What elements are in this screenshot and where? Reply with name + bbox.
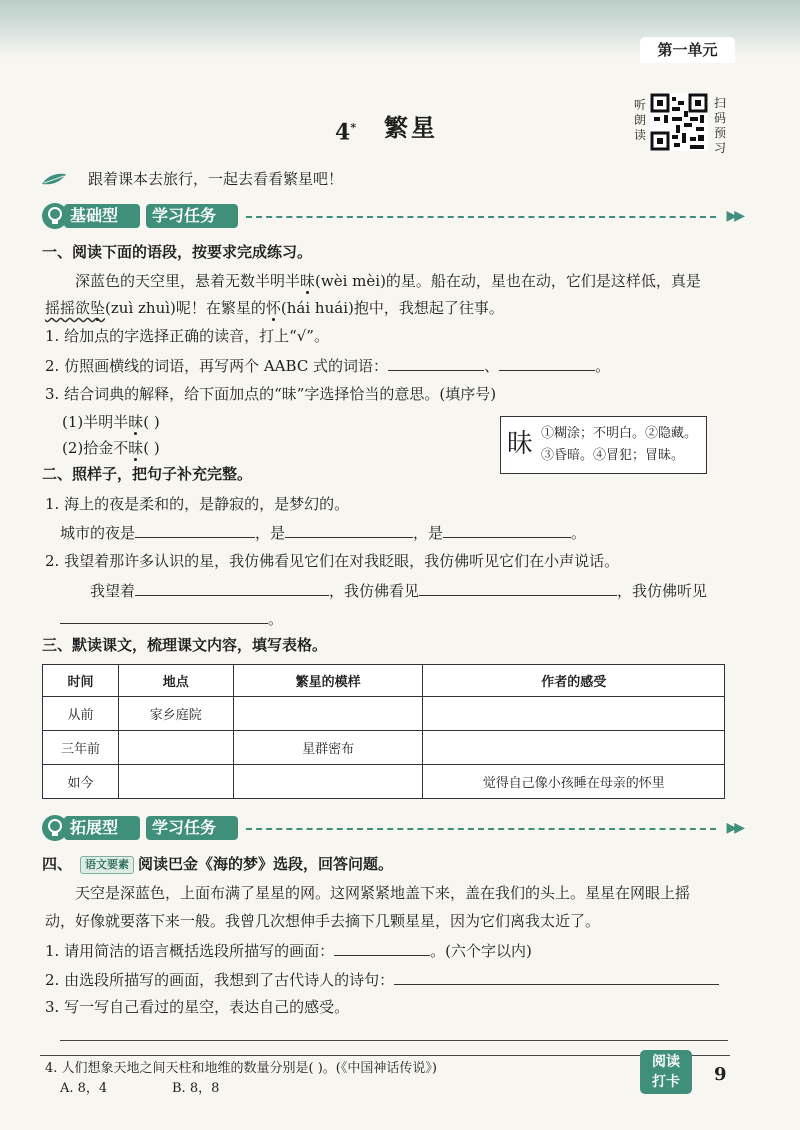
table-header: 繁星的模样 bbox=[233, 665, 423, 697]
language-element-tag: 语文要素 bbox=[80, 856, 134, 874]
q2-fill1: 城市的夜是 ，是 ，是 。 bbox=[60, 524, 587, 542]
q3-heading: 三、默读课文，梳理课文内容，填写表格。 bbox=[42, 636, 328, 654]
q1-sub3: 3. 结合词典的解释，给下面加点的“昧”字选择恰当的意思。(填序号) bbox=[45, 385, 497, 403]
q4-paragraph-line2: 动，好像就要落下来一般。我曾几次想伸手去摘下几颗星星，因为它们离我太近了。 bbox=[45, 912, 601, 930]
dictionary-meaning-1: ①糊涂；不明白。②隐藏。 bbox=[541, 426, 698, 441]
table-row bbox=[43, 731, 725, 765]
dictionary-character: 昧 bbox=[507, 429, 534, 459]
table-header: 地点 bbox=[118, 665, 233, 697]
arrow-right-icon: ▶▶ bbox=[726, 208, 742, 224]
blank-field[interactable] bbox=[135, 522, 255, 538]
summary-table bbox=[42, 664, 725, 799]
arrow-right-icon: ▶▶ bbox=[726, 820, 742, 836]
blank-field[interactable] bbox=[419, 580, 617, 596]
page-number: 9 bbox=[714, 1064, 727, 1085]
q2-sentence2: 2. 我望着那许多认识的星，我仿佛看见它们在对我眨眼，我仿佛听见它们在小声说话。 bbox=[45, 552, 620, 570]
blank-field[interactable] bbox=[135, 580, 329, 596]
table-cell[interactable] bbox=[118, 765, 233, 799]
table-cell[interactable] bbox=[423, 697, 725, 731]
table-cell[interactable] bbox=[233, 697, 423, 731]
q4-heading: 四、 语文要素 阅读巴金《海的梦》选段，回答问题。 bbox=[42, 855, 394, 873]
blank-field[interactable] bbox=[285, 522, 413, 538]
leaf-icon bbox=[40, 170, 72, 194]
intro-text: 跟着课本去旅行，一起去看看繁星吧！ bbox=[88, 170, 344, 188]
section-extend-type: 拓展型 bbox=[64, 816, 140, 840]
table-row bbox=[43, 765, 725, 799]
table-header-row bbox=[43, 665, 725, 697]
q2-fill2: 我望着 ，我仿佛看见 ，我仿佛听见 bbox=[90, 582, 708, 600]
table-cell: 家乡庭院 bbox=[118, 697, 233, 731]
q2-fill2-cont: 。 bbox=[60, 608, 283, 630]
section-basic-task: 学习任务 bbox=[146, 204, 238, 228]
q1-paragraph-line1: 深蓝色的天空里，悬着无数半明半昧(wèi mèi)的星。船在动，星也在动，它们是这样低，真是 bbox=[75, 272, 701, 290]
reading-checkin-badge[interactable]: 阅读 打卡 bbox=[640, 1050, 692, 1094]
footer-option-a[interactable]: A. 8，4 bbox=[60, 1081, 108, 1096]
table-cell[interactable] bbox=[118, 731, 233, 765]
q4-sub1: 1. 请用简洁的语言概括选段所描写的画面： 。(六个字以内) bbox=[45, 942, 532, 960]
table-cell[interactable] bbox=[233, 765, 423, 799]
blank-field[interactable] bbox=[334, 940, 430, 956]
q1-sub2: 2. 仿照画横线的词语，再写两个 AABC 式的词语： 、 。 bbox=[45, 357, 611, 375]
table-cell: 三年前 bbox=[43, 731, 119, 765]
dictionary-meaning-2: ③昏暗。④冒犯；冒昧。 bbox=[541, 448, 685, 463]
table-cell[interactable] bbox=[423, 731, 725, 765]
blank-field[interactable] bbox=[394, 969, 719, 985]
table-cell: 觉得自己像小孩睡在母亲的怀里 bbox=[423, 765, 725, 799]
q4-sub3: 3. 写一写自己看过的星空，表达自己的感受。 bbox=[45, 998, 350, 1016]
blank-field[interactable] bbox=[443, 522, 571, 538]
footer-question: 4. 人们想象天地之间天柱和地维的数量分别是( )。(《中国神话传说》) bbox=[45, 1061, 437, 1076]
dictionary-box bbox=[500, 416, 707, 474]
qr-listen-label: 听朗读 bbox=[633, 98, 646, 142]
footer-divider bbox=[40, 1055, 730, 1056]
table-header: 作者的感受 bbox=[423, 665, 725, 697]
q1-sub1: 1. 给加点的字选择正确的读音，打上“√”。 bbox=[45, 327, 329, 345]
table-cell: 如今 bbox=[43, 765, 119, 799]
q2-sentence1: 1. 海上的夜是柔和的，是静寂的，是梦幻的。 bbox=[45, 495, 350, 513]
q1-option1: (1)半明半昧( ) bbox=[62, 413, 160, 431]
table-cell: 星群密布 bbox=[233, 731, 423, 765]
unit-label: 第一单元 bbox=[640, 37, 735, 63]
section-basic-bar bbox=[42, 201, 742, 231]
q1-heading: 一、阅读下面的语段，按要求完成练习。 bbox=[42, 243, 313, 261]
blank-field[interactable] bbox=[60, 608, 268, 624]
section-divider bbox=[246, 828, 716, 830]
footer-option-b[interactable]: B. 8，8 bbox=[172, 1081, 220, 1096]
blank-field[interactable] bbox=[499, 355, 595, 371]
section-extend-task: 学习任务 bbox=[146, 816, 238, 840]
q4-paragraph-line1: 天空是深蓝色，上面布满了星星的网。这网紧紧地盖下来，盖在我们的头上。星星在网眼上摇 bbox=[75, 884, 691, 902]
section-basic-type: 基础型 bbox=[64, 204, 140, 228]
table-header: 时间 bbox=[43, 665, 119, 697]
section-divider bbox=[246, 216, 716, 218]
section-extend-bar bbox=[42, 813, 742, 843]
table-cell: 从前 bbox=[43, 697, 119, 731]
qr-code-icon[interactable] bbox=[650, 93, 708, 151]
answer-line[interactable] bbox=[60, 1040, 728, 1041]
lesson-title: 繁星 bbox=[384, 113, 438, 142]
blank-field[interactable] bbox=[388, 355, 484, 371]
q2-heading: 二、照样子，把句子补充完整。 bbox=[42, 465, 253, 483]
q4-sub2: 2. 由选段所描写的画面，我想到了古代诗人的诗句： bbox=[45, 969, 719, 991]
table-row bbox=[43, 697, 725, 731]
q1-option2: (2)拾金不昧( ) bbox=[62, 439, 160, 457]
qr-preview-label: 扫码预习 bbox=[713, 96, 726, 155]
q1-paragraph-line2: 摇摇欲坠(zuì zhuì)呢！在繁星的怀(hái huái)抱中，我想起了往事。 bbox=[45, 299, 504, 317]
lesson-number: 4* bbox=[335, 119, 357, 146]
